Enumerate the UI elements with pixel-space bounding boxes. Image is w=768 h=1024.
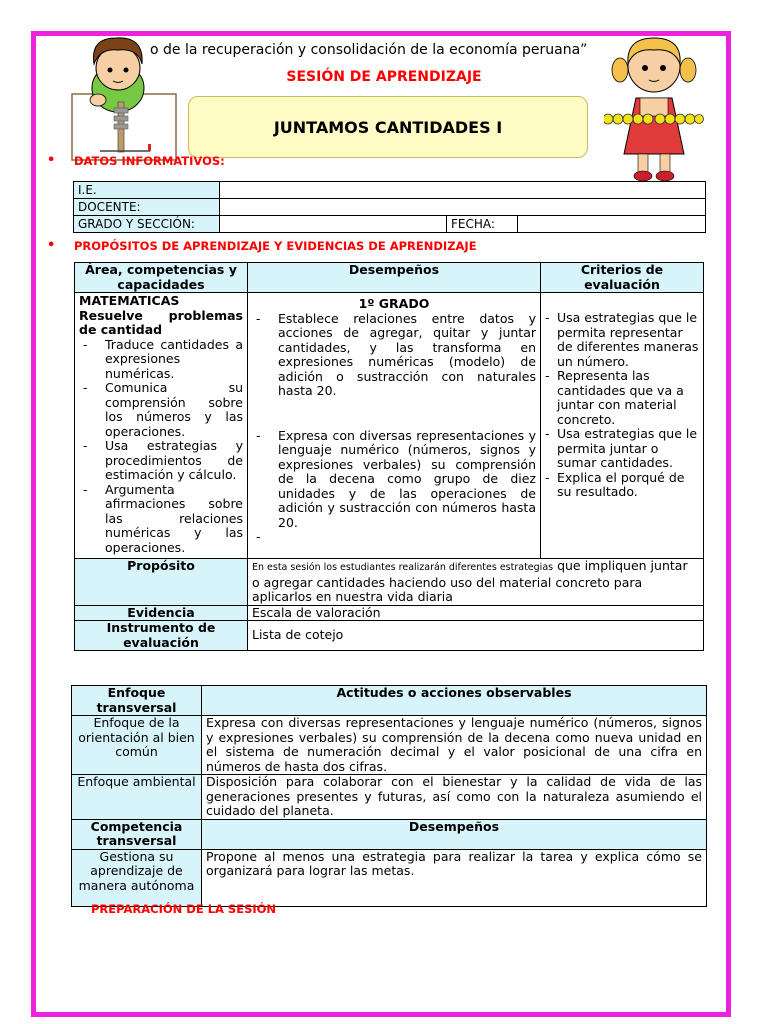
docente-label: DOCENTE: — [74, 199, 220, 216]
desempenos-cell — [248, 293, 541, 559]
instrumento-text: Lista de cotejo — [248, 621, 704, 651]
evidencia-text: Escala de valoración — [248, 605, 704, 621]
ie-label: I.E. — [74, 182, 220, 199]
section-heading-datos — [47, 153, 225, 168]
session-label: SESIÓN DE APRENDIZAJE — [286, 69, 482, 85]
list-item: - Traduce cantidades a expresiones numéricas. — [79, 338, 243, 382]
session-title-box — [188, 96, 588, 158]
grado-value — [220, 216, 447, 233]
enfoque-text: Disposición para colaborar con el bienestar y la calidad de vida de las generaciones presentes y futuras, así como con la naturaleza asumiendo el cuidado del planeta. — [202, 775, 707, 820]
grado-label: GRADO Y SECCIÓN: — [74, 216, 220, 233]
section-heading-propositos — [47, 238, 477, 253]
list-item: - Explica el porqué de su resultado. — [545, 471, 699, 500]
datos-heading-text: DATOS INFORMATIVOS: — [74, 154, 225, 168]
capacidades-list — [79, 338, 243, 556]
criterios-list — [545, 311, 699, 500]
session-title: JUNTAMOS CANTIDADES I — [273, 117, 503, 137]
section-heading-preparacion: PREPARACIÓN DE LA SESIÓN — [91, 902, 277, 916]
list-item: - Argumenta afirmaciones sobre las relaciones numéricas y las operaciones. — [79, 483, 243, 556]
proposito-small-text: En esta sesión los estudiantes realizarán diferentes estrategias — [252, 562, 554, 573]
proposito-text: que impliquen juntar o agregar cantidades haciendo uso del material concreto para aplicarlos en nuestra vida diaria — [252, 558, 688, 604]
fecha-value — [518, 216, 706, 233]
list-item: - Comunica su comprensión sobre los números y las operaciones. — [79, 381, 243, 439]
propositos-table — [74, 262, 704, 651]
area-cell — [75, 293, 248, 559]
col-header-enfoque: Enfoque transversal — [72, 686, 202, 716]
ie-value — [220, 182, 706, 199]
enfoques-table — [71, 685, 707, 907]
enfoque-name: Enfoque de la orientación al bien común — [72, 716, 202, 775]
criterios-cell — [541, 293, 704, 559]
col-header-criterios: Criterios de evaluación — [541, 263, 704, 293]
list-item: - Establece relaciones entre datos y acciones de agregar, quitar y juntar cantidades, y las transforma en expresiones numéricas (modelo) de adición o sustracción con naturales hasta 20. — [252, 312, 536, 399]
instrumento-label: Instrumento de evaluación — [75, 621, 248, 651]
grado-title: 1º GRADO — [358, 296, 430, 311]
list-item: - Usa estrategias y procedimientos de estimación y cálculo. — [79, 439, 243, 483]
list-item: - Representa las cantidades que va a juntar con material concreto. — [545, 369, 699, 427]
col-header-actitudes: Actitudes o acciones observables — [202, 686, 707, 716]
proposito-label: Propósito — [75, 559, 248, 606]
list-item: - Usa estrategias que le permita juntar o sumar cantidades. — [545, 427, 699, 471]
bullet-icon: • — [47, 238, 56, 253]
fecha-label: FECHA: — [447, 216, 518, 233]
col-header-desempenos-transversal: Desempeños — [202, 819, 707, 849]
list-item: - Expresa con diversas representaciones y lenguaje numérico (números, signos y expresiones verbales) su comprensión de la decena como grupo de diez unidades y de las operaciones de adición y sustracción con números hasta 20. — [252, 429, 536, 531]
proposito-cell — [248, 559, 704, 606]
bullet-icon: • — [47, 153, 56, 168]
enfoque-text: Expresa con diversas representaciones y lenguaje numérico (números, signos y expresiones verbales) su comprensión de la decena como nueva unidad en el sistema de numeración decimal y el valor posicional de una cifra en números de hasta dos cifras. — [202, 716, 707, 775]
girl-with-beads-illustration — [604, 24, 704, 186]
list-item: - Usa estrategias que le permita representar de diferentes maneras un número. — [545, 311, 699, 369]
desempenos-list — [252, 312, 536, 531]
evidencia-label: Evidencia — [75, 605, 248, 621]
year-slogan: o de la recuperación y consolidación de la economía peruana” — [150, 42, 588, 58]
col-header-desempenos: Desempeños — [248, 263, 541, 293]
competencia-transversal-name: Gestiona su aprendizaje de manera autónoma — [72, 849, 202, 906]
docente-value — [220, 199, 706, 216]
competencia-transversal-text: Propone al menos una estrategia para realizar la tarea y explica cómo se organizará para lograr las metas. — [202, 849, 707, 906]
col-header-area: Área, competencias y capacidades — [75, 263, 248, 293]
datos-table — [73, 181, 706, 233]
area-title: MATEMATICAS — [79, 293, 180, 308]
enfoque-name: Enfoque ambiental — [72, 775, 202, 820]
propositos-heading-text: PROPÓSITOS DE APRENDIZAJE Y EVIDENCIAS DE APRENDIZAJE — [74, 239, 477, 253]
col-header-competencia: Competencia transversal — [72, 819, 202, 849]
competencia-name: Resuelve problemas de cantidad — [79, 307, 243, 337]
